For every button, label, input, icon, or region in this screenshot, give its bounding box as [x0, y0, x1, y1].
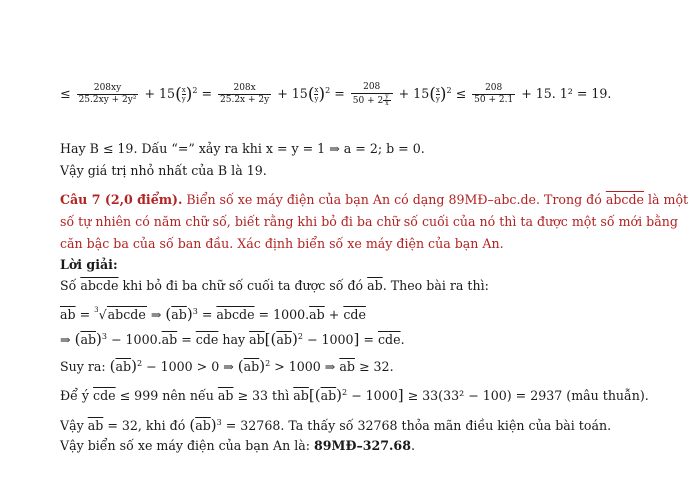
equation-e: Vậy $\overline{ab} = 32$, khi đó $(\overline{ab})^3 = 32768$. Ta thấy số 32768 thỏa mãn điều kiện của bài toán. [60, 416, 612, 435]
min-value-conclusion: Vậy giá trị nhỏ nhất của B là 19. [60, 163, 267, 178]
cube-root: $^3$√abcde [94, 306, 146, 322]
equation-c: Suy ra: $(\overline{ab})^2 - 1000 > 0$ ⇒ $(\overline{ab})^2 > 1000$ ⇒ $\overline{ab} \ge 32$. [60, 357, 394, 376]
question-7-line-1: Câu 7 (2,0 điểm). Biển số xe máy điện của bạn An có dạng 89MĐ–abc.de. Trong đó abcde là một [60, 192, 688, 207]
fraction-3: 208 50 + 2 $\frac{y}{x}$ [351, 82, 393, 107]
fraction-4: $\frac{208}{50 + 2.1}$ [474, 83, 514, 105]
license-plate: 89MĐ–327.68 [313, 438, 411, 453]
equality-condition: Hay B ≤ 19. Dấu “=” xảy ra khi x = y = 1 ⇒ a = 2; b = 0. [60, 141, 425, 156]
solution-line-1: Số abcde khi bỏ đi ba chữ số cuối ta được số đó $\overline{ab}$. Theo bài ra thì: [60, 278, 489, 293]
question-7-line-2: số tự nhiên có năm chữ số, biết rằng khi bỏ đi ba chữ số cuối của nó thì ta được một số mới bằng [60, 214, 678, 229]
equation-a: $\overline{ab}$ = $^3$√abcde ⇒ $(\overline{ab})^3$ = abcde = $1000.\overline{ab} + \overline{cde}$ [60, 302, 366, 323]
x-over-y: $\frac{x}{y}$ [181, 86, 186, 103]
equation-b: ⇒ $(\overline{ab})^3 - 1000.\overline{ab} = \overline{cde}$ hay $\overline{ab}[(\overline{ab})^2 - 1000] = \overline{cde}$. [60, 330, 405, 349]
equation-d: Để ý $\overline{cde} \le 999$ nên nếu $\overline{ab} \ge 33$ thì $\overline{ab}[(\overline{ab})^2 - 1000] \ge 33(33^2 - 100) = 2937$ (mâu thuẫn). [60, 386, 649, 405]
fraction-1: $\frac{208xy}{\text{25.2xy + 2y²}}$ [78, 83, 137, 105]
le-sign: ≤ [60, 86, 71, 101]
inequality-chain: ≤ $\frac{208xy}{\text{25.2xy + 2y²}}$ + 15( $\frac{x}{y}$ )$^2$ = $\frac{208x}{25.2x + 2y}$ + 15( $\frac{x}{y}$ )$^2$ = 208 50 + 2 $\frac{y}{x}$ + 15( $\frac{x}{y}$ )$^2$ ≤ $\frac{208}{50 + 2.1}$ + 15. 1² = 19. [60, 82, 612, 107]
question-label: Câu 7 (2,0 điểm). [60, 192, 183, 207]
final-answer: Vậy biển số xe máy điện của bạn An là: 89MĐ–327.68. [60, 438, 415, 453]
question-7-line-3: căn bậc ba của số ban đầu. Xác định biển số xe máy điện của bạn An. [60, 236, 504, 251]
solution-heading: Lời giải: [60, 257, 118, 272]
fraction-2: $\frac{208x}{25.2x + 2y}$ [220, 83, 270, 105]
